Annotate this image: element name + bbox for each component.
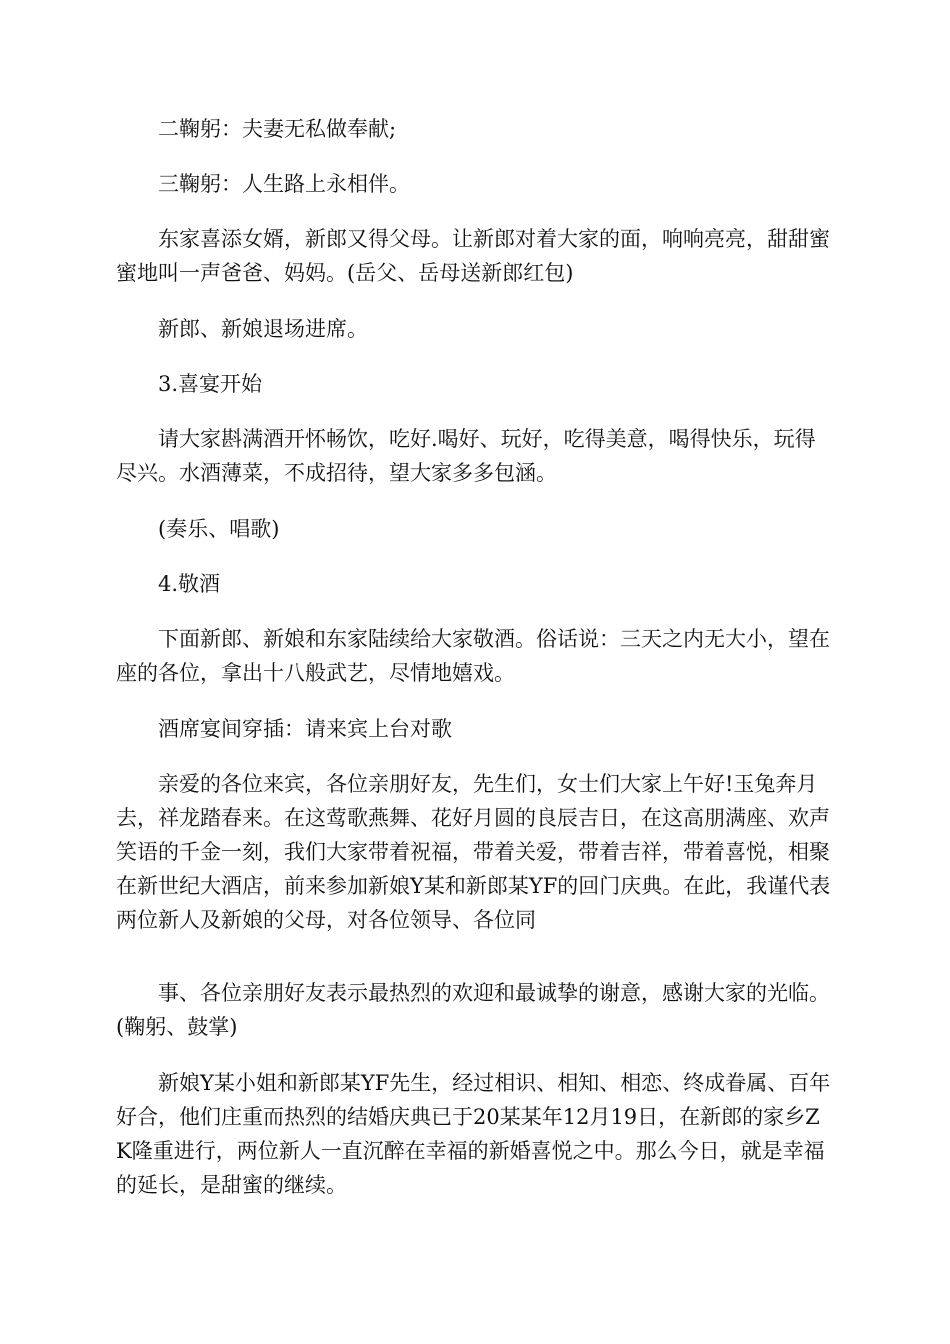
paragraph-banquet: 请大家斟满酒开怀畅饮，吃好.喝好、玩好，吃得美意，喝得快乐，玩得尽兴。水酒薄菜，不成招待，望大家多多包涵。	[116, 427, 816, 485]
paragraph-welcome: 亲爱的各位来宾，各位亲朋好友，先生们，女士们大家上午好!玉兔奔月去，祥龙踏春来。在这莺歌燕舞、花好月圆的良辰吉日，在这高朋满座、欢声笑语的千金一刻，我们大家带着祝福，带着关爱，带着吉祥，带着喜悦，相聚在新世纪大酒店，前来参加新娘Y某和新郎某YF的回门庆典。在此，我谨代表两位新人及新娘的父母，对各位领导、各位同	[116, 772, 831, 932]
paragraph-couple: 新娘Y某小姐和新郎某YF先生，经过相识、相知、相恋、终成眷属、百年好合，他们庄重而热烈的结婚庆典已于20某某年12月19日，在新郎的家乡ZK隆重进行，两位新人一直沉醉在幸福的新婚喜悦之中。那么今日，就是幸福的延长，是甜蜜的继续。	[116, 1071, 831, 1197]
paragraph-thanks: 事、各位亲朋好友表示最热烈的欢迎和最诚挚的谢意，感谢大家的光临。(鞠躬、鼓掌)	[116, 981, 830, 1039]
paragraph-interlude: 酒席宴间穿插：请来宾上台对歌	[158, 717, 452, 741]
paragraph-exit: 新郎、新娘退场进席。	[158, 317, 368, 341]
paragraph-bow-three: 三鞠躬：人生路上永相伴。	[158, 172, 410, 196]
paragraph-bow-two: 二鞠躬：夫妻无私做奉献;	[158, 117, 397, 141]
paragraph-music: (奏乐、唱歌)	[158, 517, 280, 541]
section-heading-banquet: 3.喜宴开始	[158, 372, 263, 396]
section-heading-toast: 4.敬酒	[158, 572, 221, 596]
paragraph-new-parents: 东家喜添女婿，新郎又得父母。让新郎对着大家的面，响响亮亮，甜甜蜜蜜地叫一声爸爸、妈妈。(岳父、岳母送新郎红包)	[116, 227, 830, 285]
paragraph-toast: 下面新郎、新娘和东家陆续给大家敬酒。俗话说：三天之内无大小，望在座的各位，拿出十八般武艺，尽情地嬉戏。	[116, 627, 830, 685]
